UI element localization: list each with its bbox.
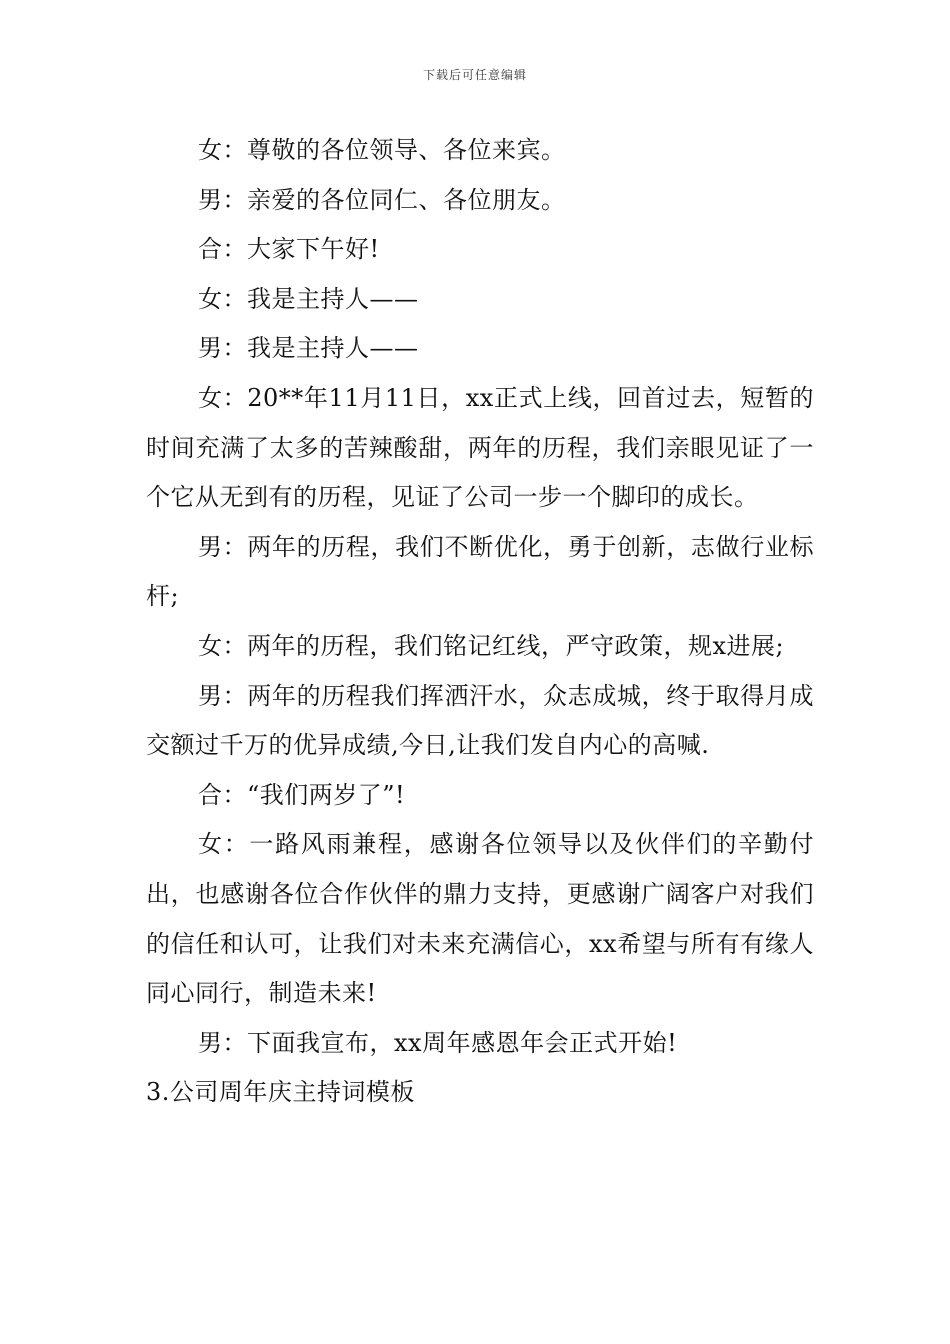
- document-body: [146, 126, 814, 1118]
- paragraph-1: 女：尊敬的各位领导、各位来宾。: [198, 136, 566, 164]
- section-heading: 3.公司周年庆主持词模板: [146, 1078, 415, 1107]
- paragraph-11: 女：一路风雨兼程，感谢各位领导以及伙伴们的辛勤付出，也感谢各位合作伙伴的鼎力支持，更感谢广阔客户对我们的信任和认可，让我们对未来充满信心，xx希望与所有有缘人同心同行，制造未来!: [146, 830, 814, 1008]
- paragraph-7: 男：两年的历程，我们不断优化，勇于创新，志做行业标杆;: [146, 532, 814, 611]
- paragraph-6: 女：20**年11月11日，xx正式上线，回首过去，短暂的时间充满了太多的苦辣酸甜，两年的历程，我们亲眼见证了一个它从无到有的历程，见证了公司一步一个脚印的成长。: [146, 383, 814, 512]
- paragraph-3: 合：大家下午好!: [198, 235, 380, 264]
- paragraph-2: 男：亲爱的各位同仁、各位朋友。: [198, 185, 566, 214]
- paragraph-8: 女：两年的历程，我们铭记红线，严守政策，规x进展;: [198, 631, 785, 660]
- page-header: 下载后可任意编辑: [422, 68, 527, 82]
- paragraph-4: 女：我是主持人——: [198, 284, 419, 313]
- paragraph-5: 男：我是主持人——: [198, 334, 419, 363]
- paragraph-12: 男：下面我宣布，xx周年感恩年会正式开始!: [198, 1028, 678, 1057]
- paragraph-9: 男：两年的历程我们挥洒汗水，众志成城，终于取得月成交额过千万的优异成绩,今日,让我们发自内心的高喊.: [146, 681, 814, 760]
- paragraph-10: 合：“我们两岁了”!: [198, 780, 406, 809]
